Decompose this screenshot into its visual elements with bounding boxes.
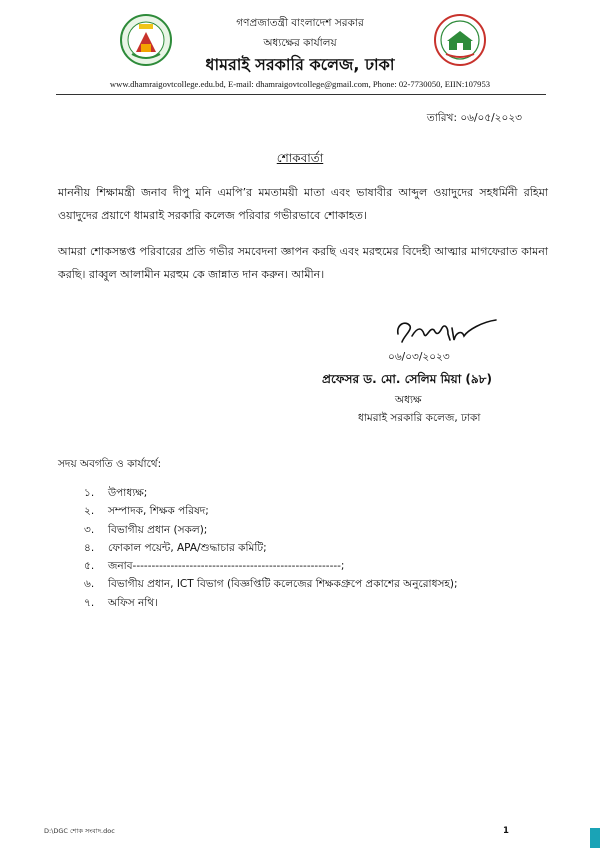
distribution-list <box>84 484 554 612</box>
list-item: ২. সম্পাদক, শিক্ষক পরিষদ; <box>84 505 209 518</box>
list-item: ৪. ফোকাল পয়েন্ট, APA/শুদ্ধাচার কমিটি; <box>84 541 267 554</box>
page-number: 1 <box>503 826 509 836</box>
government-name: গণপ্রজাতন্ত্রী বাংলাদেশ সরকার <box>236 17 364 29</box>
distribution-heading: সদয় অবগতি ও কার্যার্থে: <box>58 458 162 470</box>
prayer-paragraph: আমরা শোকসন্তপ্ত পরিবারের প্রতি গভীর সমবেদনা জ্ঞাপন করছি এবং মরহুমের বিদেহী আত্মার মাগফেরাত কামনা করছি। রাব্বুল আলামীন মরহুম কে জান্নাত দান করুন। আমীন। <box>58 245 548 281</box>
office-name: অধ্যক্ষের কার্যালয় <box>263 37 337 49</box>
list-item: ৩. বিভাগীয় প্রধান (সকল); <box>84 523 208 536</box>
file-path: D:\DGC শোক সংবাদ.doc <box>44 827 115 835</box>
list-item: ১. উপাধ্যক্ষ; <box>84 487 148 499</box>
list-item: ৫. জনাব-------------------------------------------------------; <box>84 560 345 573</box>
signatory-name: প্রফেসর ড. মো. সেলিম মিয়া (৯৮) <box>322 372 492 386</box>
list-item: ৬. বিভাগীয় প্রধান, ICT বিভাগ (বিজ্ঞপ্তিটি কলেজের শিক্ষকগ্রুপে প্রকাশের অনুরোধসহ); <box>84 578 458 591</box>
signatory-organization: ধামরাই সরকারি কলেজ, ঢাকা <box>358 412 481 424</box>
condolence-paragraph: মাননীয় শিক্ষামন্ত্রী জনাব দীপু মনি এমপি’র মমতাময়ী মাতা এবং ভাষাবীর আব্দুল ওয়াদুদের সহধর্মিনী রহিমা ওয়াদুদের প্রয়াণে ধামরাই সরকারি কলেজ পরিবার গভীরভাবে শোকাহত। <box>58 186 548 222</box>
scroll-edge-marker <box>590 828 600 848</box>
header-divider <box>56 94 546 95</box>
document-date: তারিখ: ০৬/০৫/২০২৩ <box>426 112 522 124</box>
signature-date: ০৬/০৩/২০২৩ <box>388 351 450 363</box>
contact-info: www.dhamraigovtcollege.edu.bd, E-mail: dhamraigovtcollege@gmail.com, Phone: 02-7730050, EIIN:107953 <box>109 79 491 89</box>
handwritten-signature <box>392 314 502 348</box>
list-item: ৭. অফিস নথি। <box>84 596 158 609</box>
college-name: ধামরাই সরকারি কলেজ, ঢাকা <box>205 55 395 74</box>
subject-title: শোকবার্তা <box>276 151 324 165</box>
signatory-title: অধ্যক্ষ <box>395 394 422 406</box>
